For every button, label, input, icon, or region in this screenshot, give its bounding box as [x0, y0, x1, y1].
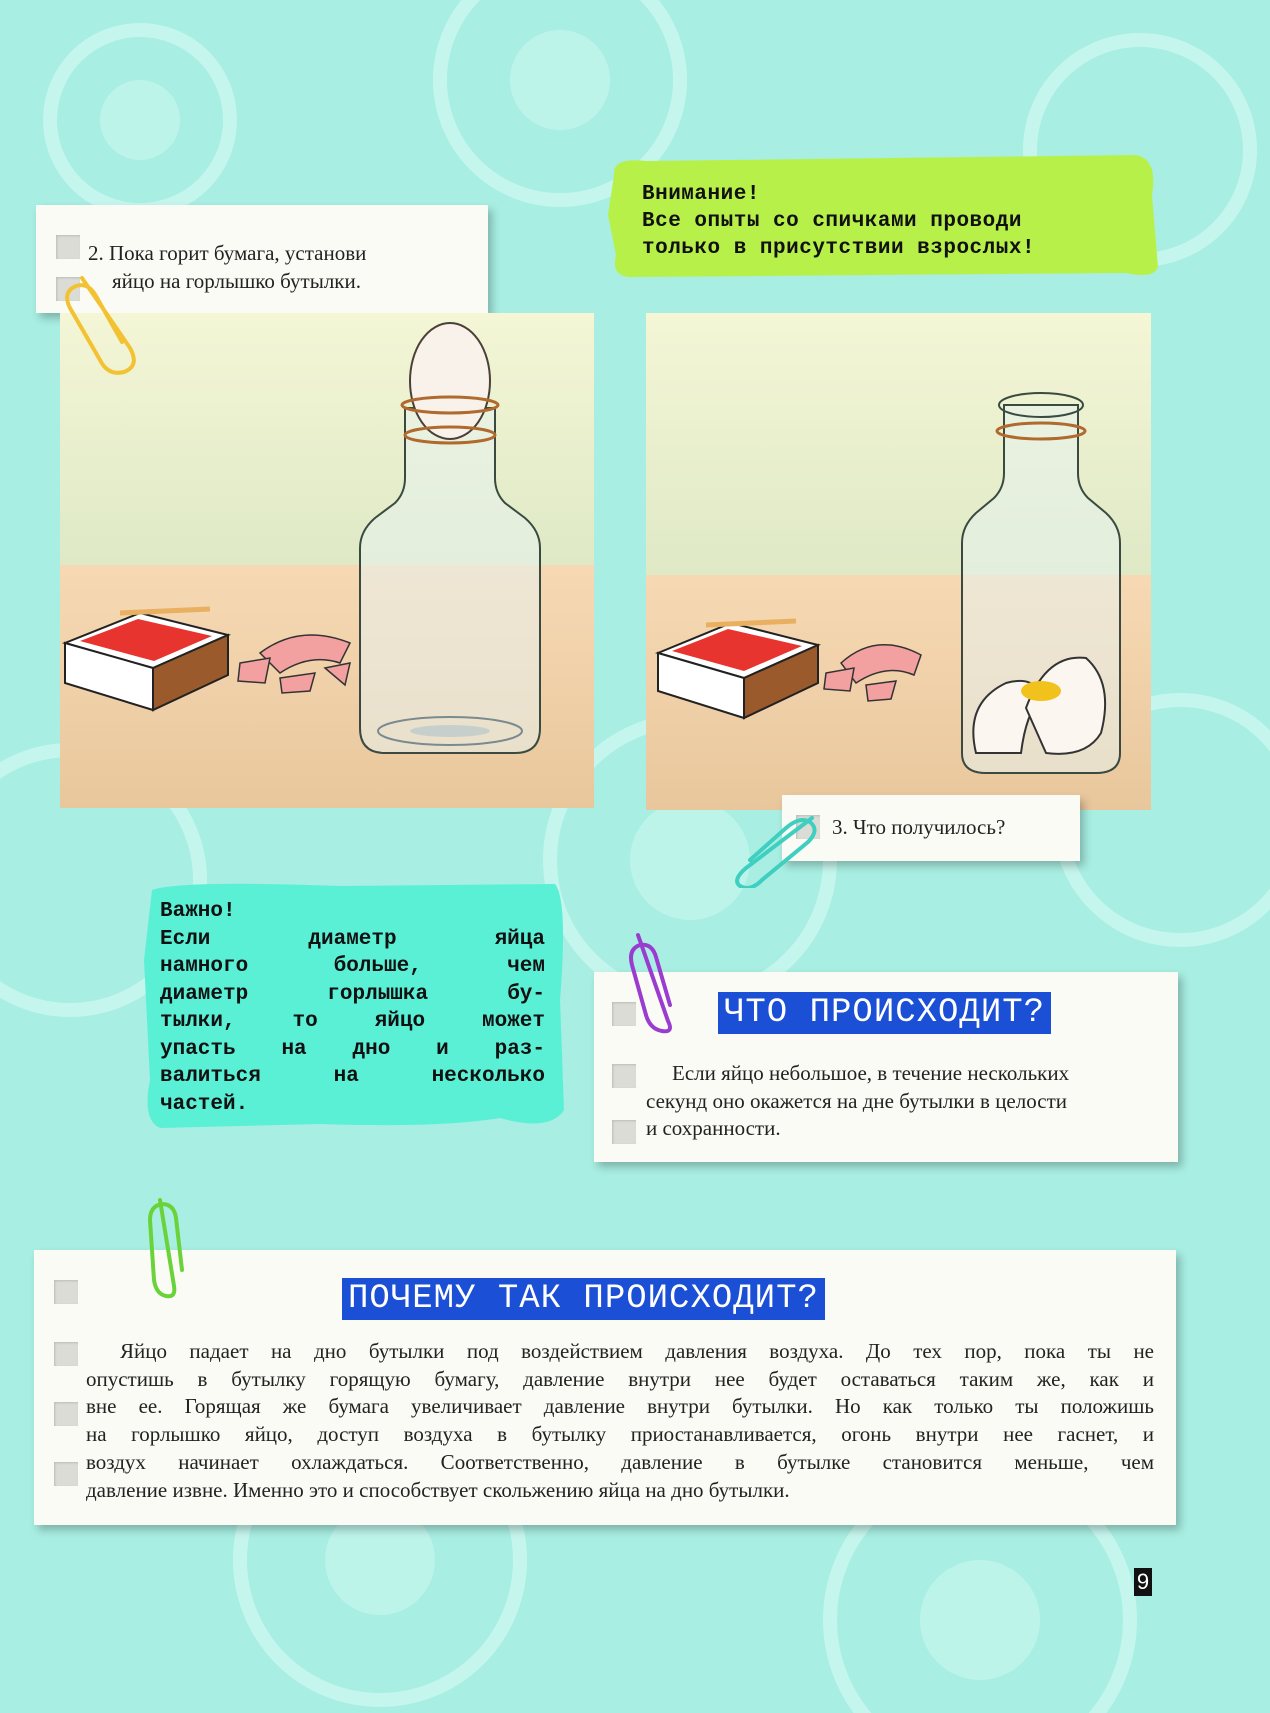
important-title: Важно! [160, 900, 236, 923]
why-line: на горлышко яйцо, доступ воздуха в бутылку приостанавливается, огонь внутри нее гаснет, и [86, 1422, 1154, 1447]
warning-line2: только в присутствии взрослых! [642, 237, 1036, 260]
illustration-egg-on-bottle [60, 313, 594, 808]
warning-title: Внимание! [642, 183, 760, 206]
warning-line1: Все опыты со спичками проводи [642, 210, 1022, 233]
why-line: вне ее. Горящая же бумага увеличивает давление внутри бутылки. Но как только ты положишь [86, 1394, 1154, 1419]
what-happens-line: Если яйцо небольшое, в течение нескольких [672, 1061, 1070, 1085]
paperclip-icon [626, 925, 686, 1035]
why-line: опустишь в бутылку горящую бумагу, давление внутри нее будет оставаться таким же, как и [86, 1366, 1154, 1391]
paperclip-icon [726, 808, 822, 888]
step2-text-line1: 2. Пока горит бумага, установи [88, 241, 367, 265]
important-line: частей. [160, 1092, 249, 1116]
checkbox-square [56, 235, 80, 259]
what-happens-line: и сохранности. [646, 1116, 781, 1140]
important-note [140, 880, 568, 1132]
step2-text-line2: яйцо на горлышко бутылки. [112, 269, 361, 293]
important-line: валиться на несколько [160, 1065, 545, 1088]
important-line: намного больше, чем [160, 955, 545, 978]
why-line: давление извне. Именно это и способствует скольжению яйца на дно бутылки. [86, 1477, 790, 1502]
what-happens-line: секунд оно окажется на дне бутылки в целости [646, 1088, 1067, 1113]
paperclip-icon [144, 1190, 194, 1300]
checkbox-square [54, 1462, 78, 1486]
what-happens-heading: ЧТО ПРОИСХОДИТ? [718, 992, 1051, 1034]
important-line: упасть на дно и раз- [160, 1037, 545, 1061]
important-line: тылки, то яйцо может [160, 1010, 545, 1033]
checkbox-square [54, 1402, 78, 1426]
why-heading: ПОЧЕМУ ТАК ПРОИСХОДИТ? [342, 1278, 825, 1320]
important-line: диаметр горлышка бу- [160, 982, 545, 1006]
checkbox-square [612, 1064, 636, 1088]
important-line: Если диаметр яйца [160, 927, 545, 951]
checkbox-square [612, 1120, 636, 1144]
why-card [34, 1250, 1176, 1525]
illustration-egg-in-bottle [646, 313, 1151, 810]
step3-card [782, 795, 1080, 861]
paperclip-icon [62, 268, 142, 378]
warning-banner [606, 155, 1162, 280]
checkbox-square [54, 1280, 78, 1304]
egg [410, 323, 490, 439]
step3-text: 3. Что получилось? [832, 815, 1006, 839]
why-line: воздух начинает охлаждаться. Соответственно, давление в бутылке становится меньше, чем [86, 1449, 1154, 1474]
checkbox-square [54, 1342, 78, 1366]
page-number: 9 [1134, 1568, 1152, 1596]
why-line: Яйцо падает на дно бутылки под воздействием давления воздуха. До тех пор, пока ты не [120, 1339, 1154, 1363]
